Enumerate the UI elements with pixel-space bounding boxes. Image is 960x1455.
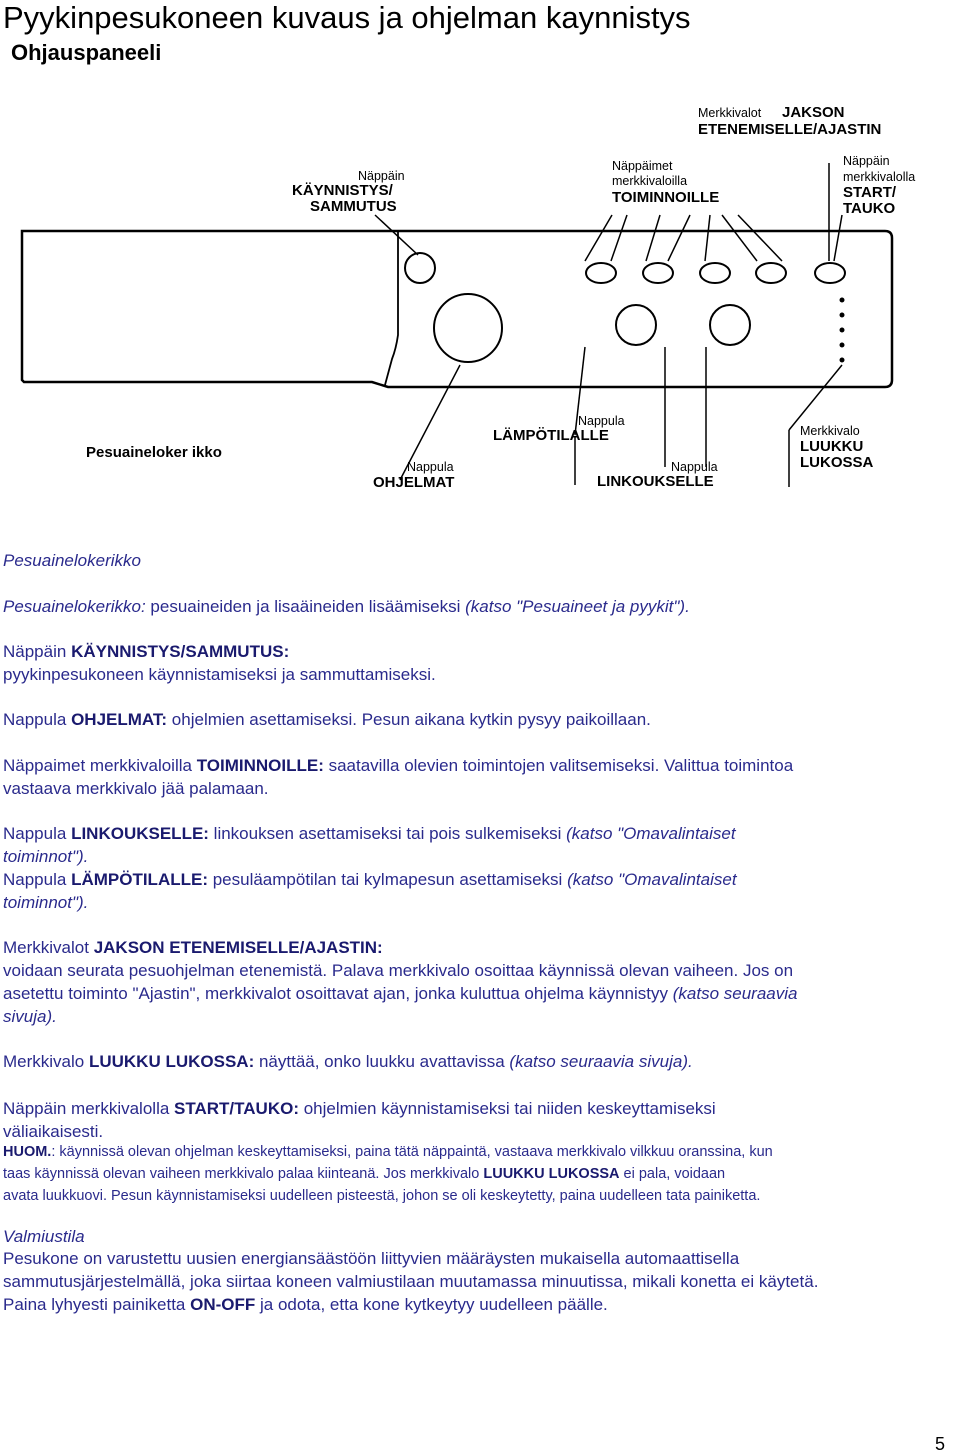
power-button-small-label: Näppäin [358, 169, 405, 183]
section-program-knob: Nappula OHJELMAT: ohjelmien asettamiseksi. Pesun aikana kytkin pysyy paikoillaan. [3, 710, 651, 729]
power-button-label-1: KÄYNNISTYS/ [292, 182, 393, 199]
function-button-4 [756, 263, 786, 283]
indicator-light-1 [840, 298, 845, 303]
section-power-button: Näppäin KÄYNNISTYS/SAMMUTUS: pyykinpesukoneen käynnistamiseksi ja sammuttamiseksi. [3, 642, 436, 684]
function-buttons-small-label-2: merkkivaloilla [612, 174, 688, 188]
spin-knob-label: LINKOUKSELLE [597, 473, 714, 490]
function-buttons-label: TOIMINNOILLE [612, 189, 720, 206]
temperature-knob-shape [616, 305, 656, 345]
indicator-light-3 [840, 328, 845, 333]
section-function-buttons: Näppaimet merkkivaloilla TOIMINNOILLE: saatavilla olevien toimintojen valitsemiseksi. Valittua toimintoa vastaava merkkivalo jää palamaan. [3, 756, 794, 798]
door-light-small-label: Merkkivalo [800, 424, 860, 438]
function-button-3 [700, 263, 730, 283]
start-button-label-2: TAUKO [843, 200, 896, 217]
section-temperature-knob: Nappula LÄMPÖTILALLE: pesuläampötilan tai kylmapesun asettamiseksi (katso "Omavalintaiset toiminnot"). [3, 870, 737, 912]
start-button-label-1: START/ [843, 184, 897, 201]
function-buttons-small-label-1: Näppäimet [612, 159, 673, 173]
start-button-small-label-1: Näppäin [843, 154, 890, 168]
section-spin-knob: Nappula LINKOUKSELLE: linkouksen asettamiseksi tai pois sulkemiseksi (katso "Omavalintaiset toiminnot"). [3, 824, 736, 866]
section-standby: Pesukone on varustettu uusien energiansäästöön liittyvien määräysten mukaisella automaattisella sammutusjärjestelmällä, joka siirtaa koneen valmiustilaan muutamassa minuutissa, mikali konetta ei käytetä. Paina lyhyesti painiketta ON-OFF ja odota, etta kone kytkeytyy uudelleen päälle. [3, 1249, 819, 1314]
indicator-light-4 [840, 343, 845, 348]
temperature-knob-label: LÄMPÖTILALLE [493, 427, 609, 444]
program-knob-label: OHJELMAT [373, 474, 455, 491]
section-note: HUOM.: käynnissä olevan ohjelman keskeyttamiseksi, paina tätä näppaintä, vastaava merkkivalo vilkkuu oranssina, kun taas käynnissä olevan vaiheen merkkivalo palaa kiinteanä. Jos merkkivalo LUUKKU LUKOSSA ei pala, voidaan avata luukkuovi. Pesun käynnistamiseksi uudelleen pisteestä, johon se oli keskeytetty, paina uudelleen tata painiketta. [3, 1144, 773, 1204]
section-drawer: Pesuainelokerikko: pesuaineiden ja lisaäineiden lisäämiseksi (katso "Pesuaineet ja pyykit"). [3, 597, 690, 616]
phase-lights-small-label: Merkkivalot [698, 106, 762, 120]
function-button-2 [643, 263, 673, 283]
phase-lights-label-1: JAKSON [782, 104, 845, 121]
page-title: Pyykinpesukoneen kuvaus ja ohjelman kaynnistys [3, 0, 691, 35]
indicator-light-5 [840, 358, 845, 363]
program-knob-small-label: Nappula [407, 460, 454, 474]
drawer-label: Pesuaineloker ikko [86, 444, 222, 461]
section-start-button: Näppäin merkkivalolla START/TAUKO: ohjelmien käynnistamiseksi tai niiden keskeyttamiseksi väliaikaisesti. [3, 1099, 716, 1141]
section-phase-lights: Merkkivalot JAKSON ETENEMISELLE/AJASTIN: voidaan seurata pesuohjelman etenemistä. Palava merkkivalo osoittaa käynnissä olevan vaiheen. Jos on asetettu toiminto "Ajastin", merkkivalot osoittavat ajan, jonka kuluttua ohjelma käynnistyy (katso seuraavia sivuja). [3, 938, 798, 1026]
power-button-shape [405, 253, 435, 283]
door-light-label-2: LUKOSSA [800, 454, 874, 471]
page-subtitle: Ohjauspaneeli [11, 40, 162, 65]
function-button-1 [586, 263, 616, 283]
spin-knob-small-label: Nappula [671, 460, 718, 474]
section-standby-heading: Valmiustila [3, 1227, 85, 1246]
page-number: 5 [935, 1434, 946, 1454]
temperature-knob-small-label: Nappula [578, 414, 625, 428]
spin-knob-shape [710, 305, 750, 345]
section-drawer-heading: Pesuainelokerikko [3, 551, 141, 570]
section-door-light: Merkkivalo LUUKKU LUKOSSA: näyttää, onko luukku avattavissa (katso seuraavia sivuja). [3, 1052, 693, 1071]
start-button-shape [815, 263, 845, 283]
phase-lights-label-2: ETENEMISELLE/AJASTIN [698, 121, 882, 138]
control-panel-diagram [0, 95, 960, 500]
indicator-light-2 [840, 313, 845, 318]
panel-outline [22, 231, 892, 387]
start-button-small-label-2: merkkivalolla [843, 170, 916, 184]
drawer-separator [385, 231, 398, 385]
program-knob-shape [434, 294, 502, 362]
power-button-label-2: SAMMUTUS [310, 198, 397, 215]
door-light-label-1: LUUKKU [800, 438, 864, 455]
